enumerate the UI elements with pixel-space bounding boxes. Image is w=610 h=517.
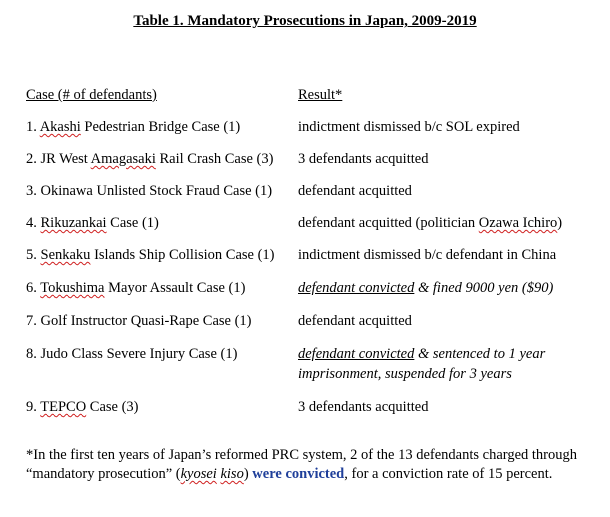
table-row-case [26,118,240,136]
table-row-result-line2: imprisonment, suspended for 3 years [298,366,512,382]
case-name: Amagasaki [90,151,156,167]
conviction-text: defendant convicted [298,280,415,296]
footnote-text-3: , for a conviction rate of 15 percent. [344,466,553,482]
case-name: Golf Instructor Quasi-Rape Case (1) [40,313,252,329]
table-row-case [26,398,139,416]
table-row-case [26,150,273,168]
table-row-result: 3 defendants acquitted [298,151,429,167]
case-name: Akashi [39,119,81,135]
table-row-result: indictment dismissed b/c SOL expired [298,119,520,135]
table-row-result [298,345,545,363]
header-result-label: Result* [298,87,343,103]
table-row-case [26,214,159,232]
row-number: 3. [26,183,37,199]
row-number: 1. [26,119,37,135]
footnote-text: *In the first ten years of Japan’s reformed PRC system, 2 of the 13 defendants charged through “mandatory prosecution” ( [26,447,577,482]
table-row-result: 3 defendants acquitted [298,399,429,415]
conviction-text: defendant convicted [298,346,415,362]
row-number: 4. [26,215,37,231]
table-row-result [298,279,553,297]
table-row-result [298,214,562,232]
table-row-result: indictment dismissed b/c defendant in China [298,247,557,263]
case-pre: JR West [40,151,91,167]
term-kiso: kiso [220,466,244,482]
case-name: Okinawa Unlisted Stock Fraud Case (1) [40,183,273,199]
case-rest: Pedestrian Bridge Case (1) [80,119,241,135]
case-name: Rikuzankai [40,215,107,231]
header-case [26,86,157,104]
case-rest: Case (1) [106,215,159,231]
table-row-case [26,279,245,297]
result-tail: & fined 9000 yen ($90) [414,280,554,296]
politician-name: Ozawa Ichiro [478,215,558,231]
header-result [298,86,342,104]
header-case-label: Case (# of defendants) [26,87,157,103]
footnote-text-2: ) [243,466,253,482]
case-name: Judo Class Severe Injury Case (1) [40,346,238,362]
row-number: 9. [26,399,37,415]
footnote-highlight: were convicted [252,466,345,482]
row-number: 8. [26,346,37,362]
row-number: 2. [26,151,37,167]
case-rest: Rail Crash Case (3) [155,151,274,167]
case-name: Senkaku [40,247,91,263]
result-text: defendant acquitted (politician [298,215,479,231]
result-tail: & sentenced to 1 year [414,346,546,362]
term-kyosei: kyosei [180,466,217,482]
case-rest: Mayor Assault Case (1) [104,280,246,296]
table-row-result: defendant acquitted [298,183,412,199]
case-rest: Islands Ship Collision Case (1) [90,247,275,263]
row-number: 5. [26,247,37,263]
table-row-case [26,345,237,363]
case-name: TEPCO [40,399,87,415]
table-row-case [26,246,275,264]
row-number: 6. [26,280,37,296]
case-name: Tokushima [40,280,105,296]
table-row-case [26,182,272,200]
table-row-case [26,312,252,330]
footnote [26,446,601,484]
table-title: Table 1. Mandatory Prosecutions in Japan, 2009-2019 [133,13,477,29]
result-text-end: ) [557,215,563,231]
table-row-result: defendant acquitted [298,313,412,329]
case-rest: Case (3) [86,399,139,415]
row-number: 7. [26,313,37,329]
